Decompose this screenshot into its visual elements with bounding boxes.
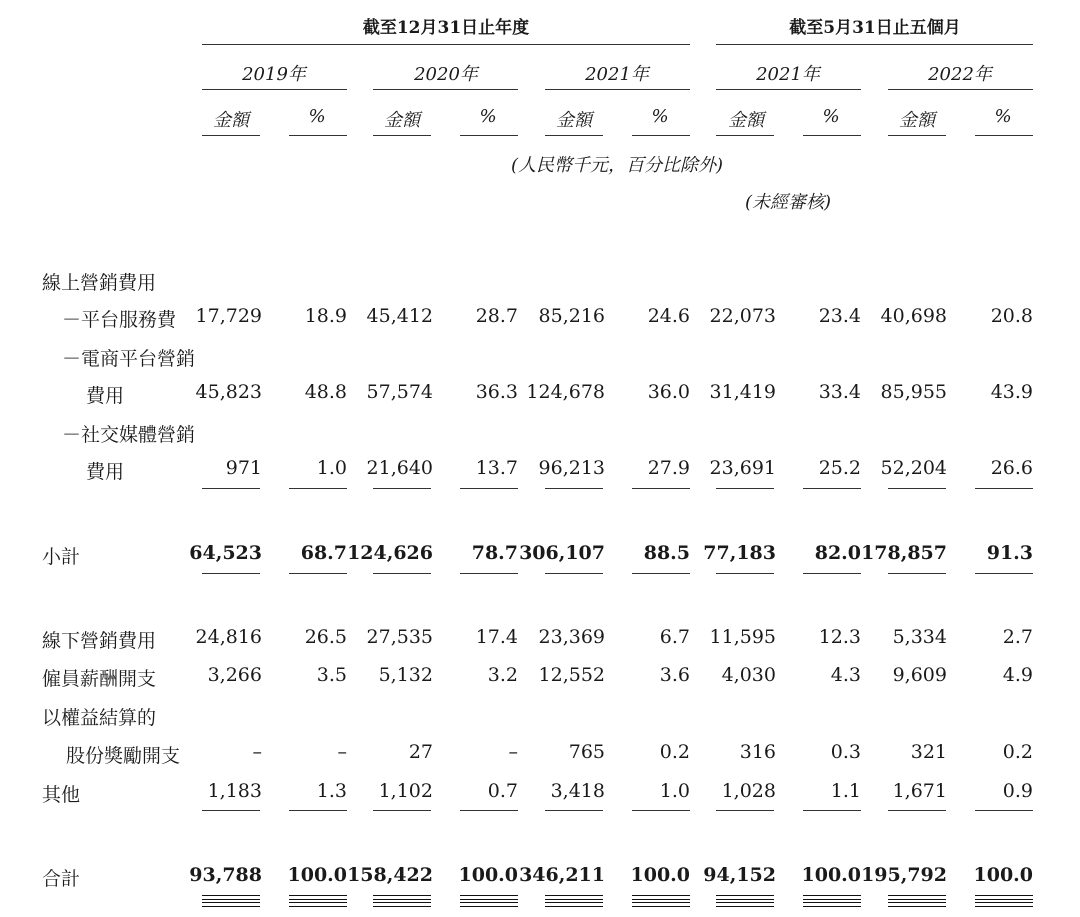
amount-cell: 27 — [408, 741, 433, 763]
single-rule — [202, 488, 260, 489]
row-label-ecommerce-marketing-cont: 費用 — [86, 385, 125, 407]
rule-group2 — [716, 44, 1033, 45]
double-rule — [460, 902, 518, 907]
percent-cell: 48.8 — [304, 381, 347, 403]
single-rule — [888, 573, 946, 574]
double-rule — [289, 895, 347, 900]
amount-cell: 77,183 — [703, 542, 776, 564]
percent-cell: 0.7 — [487, 780, 518, 802]
double-rule — [202, 895, 260, 900]
amount-cell: 4,030 — [721, 664, 776, 686]
percent-cell: 2.7 — [1002, 626, 1033, 648]
header-five-months: 截至5月31日止五個月 — [789, 18, 961, 38]
percent-cell: 100.0 — [287, 864, 347, 886]
amount-header: 金額 — [213, 110, 249, 131]
single-rule — [545, 810, 603, 811]
rule-year — [202, 89, 347, 90]
percent-cell: 24.6 — [647, 305, 690, 327]
single-rule — [202, 573, 260, 574]
amount-cell: 765 — [568, 741, 605, 763]
single-rule — [545, 488, 603, 489]
rule-sub — [202, 135, 260, 136]
amount-cell: 5,334 — [892, 626, 947, 648]
single-rule — [632, 573, 690, 574]
double-rule — [803, 902, 861, 907]
rule-year — [373, 89, 518, 90]
single-rule — [888, 810, 946, 811]
year-header-2022-interim: 2022年 — [928, 64, 992, 85]
percent-cell: 36.0 — [647, 381, 690, 403]
percent-cell: 36.3 — [475, 381, 518, 403]
single-rule — [460, 573, 518, 574]
amount-cell: 178,857 — [861, 542, 947, 564]
amount-cell: – — [252, 741, 262, 763]
rule-year — [716, 89, 861, 90]
percent-cell: 27.9 — [647, 457, 690, 479]
percent-cell: 3.2 — [487, 664, 518, 686]
amount-cell: 24,816 — [195, 626, 262, 648]
amount-cell: 23,691 — [709, 457, 776, 479]
amount-cell: 1,028 — [721, 780, 776, 802]
amount-cell: 85,216 — [538, 305, 605, 327]
rule-sub — [373, 135, 431, 136]
single-rule — [289, 488, 347, 489]
percent-cell: 0.2 — [659, 741, 690, 763]
amount-cell: 17,729 — [195, 305, 262, 327]
single-rule — [975, 810, 1033, 811]
year-header-2021-interim: 2021年 — [756, 64, 820, 85]
single-rule — [803, 488, 861, 489]
amount-cell: 3,266 — [207, 664, 262, 686]
amount-cell: 27,535 — [366, 626, 433, 648]
pct-header: % — [308, 106, 326, 127]
amount-cell: 40,698 — [880, 305, 947, 327]
rule-year — [888, 89, 1033, 90]
rule-sub — [632, 135, 690, 136]
percent-cell: 100.0 — [801, 864, 861, 886]
percent-cell: 4.9 — [1002, 664, 1033, 686]
double-rule — [202, 902, 260, 907]
amount-cell: 12,552 — [538, 664, 605, 686]
rule-sub — [460, 135, 518, 136]
amount-cell: 321 — [910, 741, 947, 763]
amount-cell: 346,211 — [519, 864, 605, 886]
amount-cell: 158,422 — [347, 864, 433, 886]
percent-cell: 68.7 — [300, 542, 347, 564]
single-rule — [888, 488, 946, 489]
percent-cell: 100.0 — [973, 864, 1033, 886]
single-rule — [460, 488, 518, 489]
rule-sub — [716, 135, 774, 136]
single-rule — [289, 573, 347, 574]
amount-cell: 1,671 — [892, 780, 947, 802]
percent-cell: 91.3 — [986, 542, 1033, 564]
double-rule — [460, 895, 518, 900]
single-rule — [975, 488, 1033, 489]
percent-cell: 18.9 — [304, 305, 347, 327]
single-rule — [373, 488, 431, 489]
percent-cell: 17.4 — [475, 626, 518, 648]
rule-sub — [289, 135, 347, 136]
double-rule — [716, 895, 774, 900]
percent-cell: 0.9 — [1002, 780, 1033, 802]
year-header-2019: 2019年 — [242, 64, 306, 85]
percent-cell: 25.2 — [818, 457, 861, 479]
amount-cell: 306,107 — [519, 542, 605, 564]
amount-cell: 9,609 — [892, 664, 947, 686]
percent-cell: 13.7 — [475, 457, 518, 479]
percent-cell: 88.5 — [643, 542, 690, 564]
double-rule — [632, 902, 690, 907]
percent-cell: 26.5 — [304, 626, 347, 648]
row-label-platform-service: －平台服務費 — [62, 309, 177, 331]
amount-cell: 57,574 — [366, 381, 433, 403]
amount-header: 金額 — [384, 110, 420, 131]
amount-cell: 52,204 — [880, 457, 947, 479]
amount-cell: 195,792 — [861, 864, 947, 886]
double-rule — [888, 902, 946, 907]
percent-cell: 20.8 — [990, 305, 1033, 327]
amount-cell: 1,102 — [378, 780, 433, 802]
single-rule — [373, 810, 431, 811]
percent-cell: 3.6 — [659, 664, 690, 686]
percent-cell: 28.7 — [475, 305, 518, 327]
row-label-offline-marketing: 線下營銷費用 — [42, 630, 157, 652]
amount-cell: 85,955 — [880, 381, 947, 403]
amount-cell: 3,418 — [550, 780, 605, 802]
amount-cell: 45,823 — [195, 381, 262, 403]
year-header-2020: 2020年 — [414, 64, 478, 85]
rule-year — [545, 89, 690, 90]
amount-cell: 45,412 — [366, 305, 433, 327]
single-rule — [202, 810, 260, 811]
double-rule — [803, 895, 861, 900]
pct-header: % — [651, 106, 669, 127]
single-rule — [975, 573, 1033, 574]
percent-cell: 0.2 — [1002, 741, 1033, 763]
single-rule — [803, 573, 861, 574]
percent-cell: 12.3 — [818, 626, 861, 648]
rule-sub — [545, 135, 603, 136]
double-rule — [888, 895, 946, 900]
single-rule — [716, 573, 774, 574]
pct-header: % — [479, 106, 497, 127]
unit-note: (人民幣千元，百分比除外) — [510, 155, 724, 176]
percent-cell: 78.7 — [471, 542, 518, 564]
rule-sub — [803, 135, 861, 136]
header-fiscal-year: 截至12月31日止年度 — [362, 18, 530, 38]
double-rule — [545, 895, 603, 900]
amount-cell: 5,132 — [378, 664, 433, 686]
amount-cell: 23,369 — [538, 626, 605, 648]
double-rule — [632, 895, 690, 900]
single-rule — [289, 810, 347, 811]
rule-group1 — [202, 44, 690, 45]
percent-cell: 1.0 — [659, 780, 690, 802]
amount-cell: 64,523 — [189, 542, 262, 564]
pct-header: % — [822, 106, 840, 127]
row-label-equity-settled: 以權益結算的 — [42, 707, 157, 729]
percent-cell: 23.4 — [818, 305, 861, 327]
amount-cell: 96,213 — [538, 457, 605, 479]
percent-cell: 82.0 — [814, 542, 861, 564]
row-label-ecommerce-marketing: －電商平台營銷 — [62, 348, 196, 370]
amount-header: 金額 — [728, 110, 764, 131]
amount-cell: 124,626 — [347, 542, 433, 564]
row-label-social-media-marketing-cont: 費用 — [86, 461, 125, 483]
single-rule — [373, 573, 431, 574]
percent-cell: 43.9 — [990, 381, 1033, 403]
single-rule — [803, 810, 861, 811]
percent-cell: 4.3 — [830, 664, 861, 686]
double-rule — [373, 902, 431, 907]
percent-cell: 0.3 — [830, 741, 861, 763]
amount-cell: 22,073 — [709, 305, 776, 327]
row-label-social-media-marketing: －社交媒體營銷 — [62, 424, 196, 446]
percent-cell: – — [508, 741, 518, 763]
amount-cell: 94,152 — [703, 864, 776, 886]
row-label-employee-compensation: 僱員薪酬開支 — [42, 668, 157, 690]
percent-cell: 33.4 — [818, 381, 861, 403]
percent-cell: 1.3 — [316, 780, 347, 802]
rule-sub — [888, 135, 946, 136]
double-rule — [373, 895, 431, 900]
single-rule — [632, 488, 690, 489]
amount-cell: 971 — [225, 457, 262, 479]
row-label-subtotal: 小計 — [42, 546, 81, 568]
double-rule — [545, 902, 603, 907]
percent-cell: 1.0 — [316, 457, 347, 479]
double-rule — [716, 902, 774, 907]
amount-cell: 316 — [739, 741, 776, 763]
percent-cell: 1.1 — [830, 780, 861, 802]
percent-cell: 6.7 — [659, 626, 690, 648]
single-rule — [632, 810, 690, 811]
single-rule — [716, 488, 774, 489]
row-label-total: 合計 — [42, 868, 81, 890]
amount-cell: 124,678 — [526, 381, 605, 403]
double-rule — [289, 902, 347, 907]
amount-cell: 11,595 — [709, 626, 776, 648]
pct-header: % — [994, 106, 1012, 127]
percent-cell: 100.0 — [458, 864, 518, 886]
amount-header: 金額 — [899, 110, 935, 131]
percent-cell: 3.5 — [316, 664, 347, 686]
amount-header: 金額 — [556, 110, 592, 131]
row-label-share-award: 股份獎勵開支 — [66, 745, 181, 767]
percent-cell: 100.0 — [630, 864, 690, 886]
amount-cell: 1,183 — [207, 780, 262, 802]
amount-cell: 31,419 — [709, 381, 776, 403]
percent-cell: – — [337, 741, 347, 763]
single-rule — [716, 810, 774, 811]
single-rule — [460, 810, 518, 811]
percent-cell: 26.6 — [990, 457, 1033, 479]
unaudited-note: (未經審核) — [744, 192, 832, 213]
double-rule — [975, 895, 1033, 900]
amount-cell: 93,788 — [189, 864, 262, 886]
rule-sub — [975, 135, 1033, 136]
row-label-others: 其他 — [42, 784, 81, 806]
single-rule — [545, 573, 603, 574]
year-header-2021: 2021年 — [585, 64, 649, 85]
amount-cell: 21,640 — [366, 457, 433, 479]
row-label-online-marketing: 線上營銷費用 — [42, 272, 157, 294]
double-rule — [975, 902, 1033, 907]
